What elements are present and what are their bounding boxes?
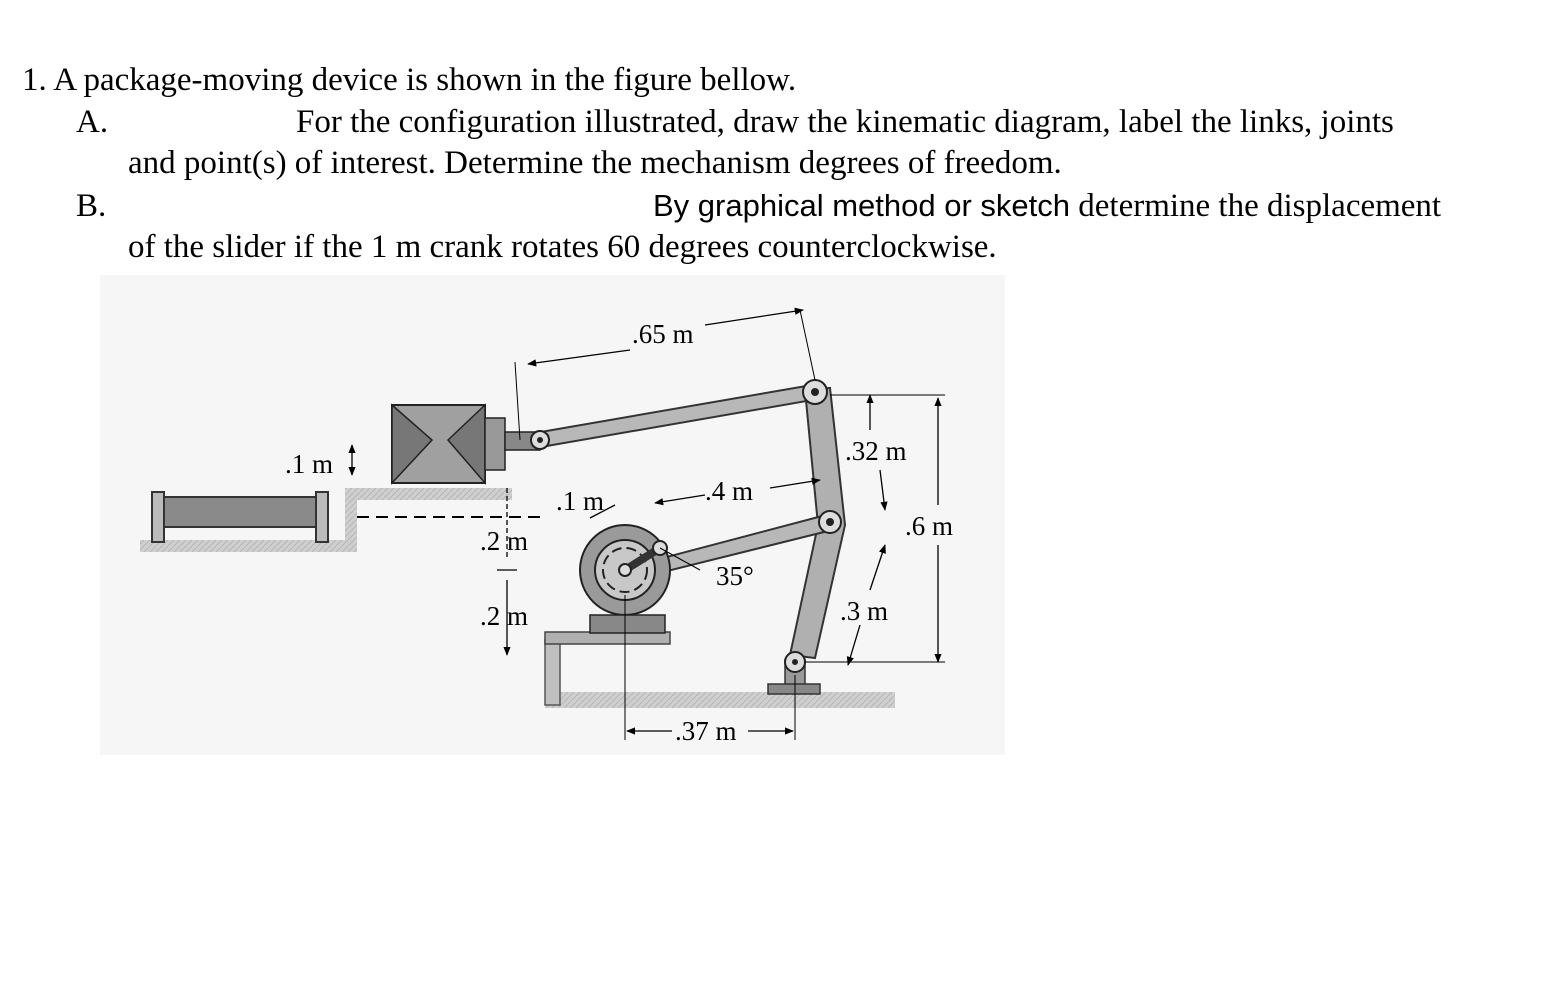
dim-label-06: .6 m [905, 511, 954, 541]
conveyor-roller [164, 497, 316, 527]
dim-label-01-mid: .1 m [556, 486, 605, 516]
part-b-sans-text: By graphical method or sketch [653, 188, 1070, 223]
dim-label-065: .65 m [632, 319, 694, 349]
slider-rod-housing [485, 418, 505, 470]
motor-stand [545, 640, 560, 705]
dim-label-037: .37 m [675, 716, 737, 746]
dim-label-032: .32 m [845, 436, 907, 466]
motor-base-plate [545, 632, 670, 644]
conveyor-ground [140, 540, 345, 552]
part-b-line1 [653, 186, 1441, 226]
problem-statement: A package-moving device is shown in the figure bellow. [53, 62, 797, 98]
joint-rocker-top-center [811, 388, 819, 396]
motor-foot [590, 615, 665, 633]
problem-statement-line [22, 60, 796, 100]
part-b-serif-text: determine the displacement [1070, 188, 1442, 224]
rocker-support-base [768, 684, 820, 694]
part-a-line2: and point(s) of interest. Determine the mechanism degrees of freedom. [128, 145, 1062, 181]
dim-label-04: .4 m [705, 476, 754, 506]
joint-slider-pin-center [537, 437, 543, 443]
part-a-label: A. [76, 104, 109, 140]
roller-stand-left [152, 492, 164, 542]
mechanism-figure [100, 275, 1005, 755]
problem-number: 1. [22, 62, 47, 98]
part-b-line2: of the slider if the 1 m crank rotates 60 degrees counterclockwise. [128, 229, 997, 265]
part-b-label: B. [76, 188, 107, 224]
floor [545, 692, 895, 708]
dim-label-35: 35° [716, 561, 754, 591]
dim-label-02-bot: .2 m [480, 601, 529, 631]
part-a-line1: For the configuration illustrated, draw the kinematic diagram, label the links, joints [296, 104, 1394, 140]
roller-stand-right [316, 492, 328, 542]
dim-label-01-top: .1 m [285, 449, 334, 479]
joint-rocker-ground-center [792, 659, 798, 665]
joint-rocker-mid-center [826, 518, 834, 526]
joint-crank-center [619, 564, 631, 576]
dim-label-03: .3 m [840, 596, 889, 626]
dim-label-02-top: .2 m [480, 526, 529, 556]
